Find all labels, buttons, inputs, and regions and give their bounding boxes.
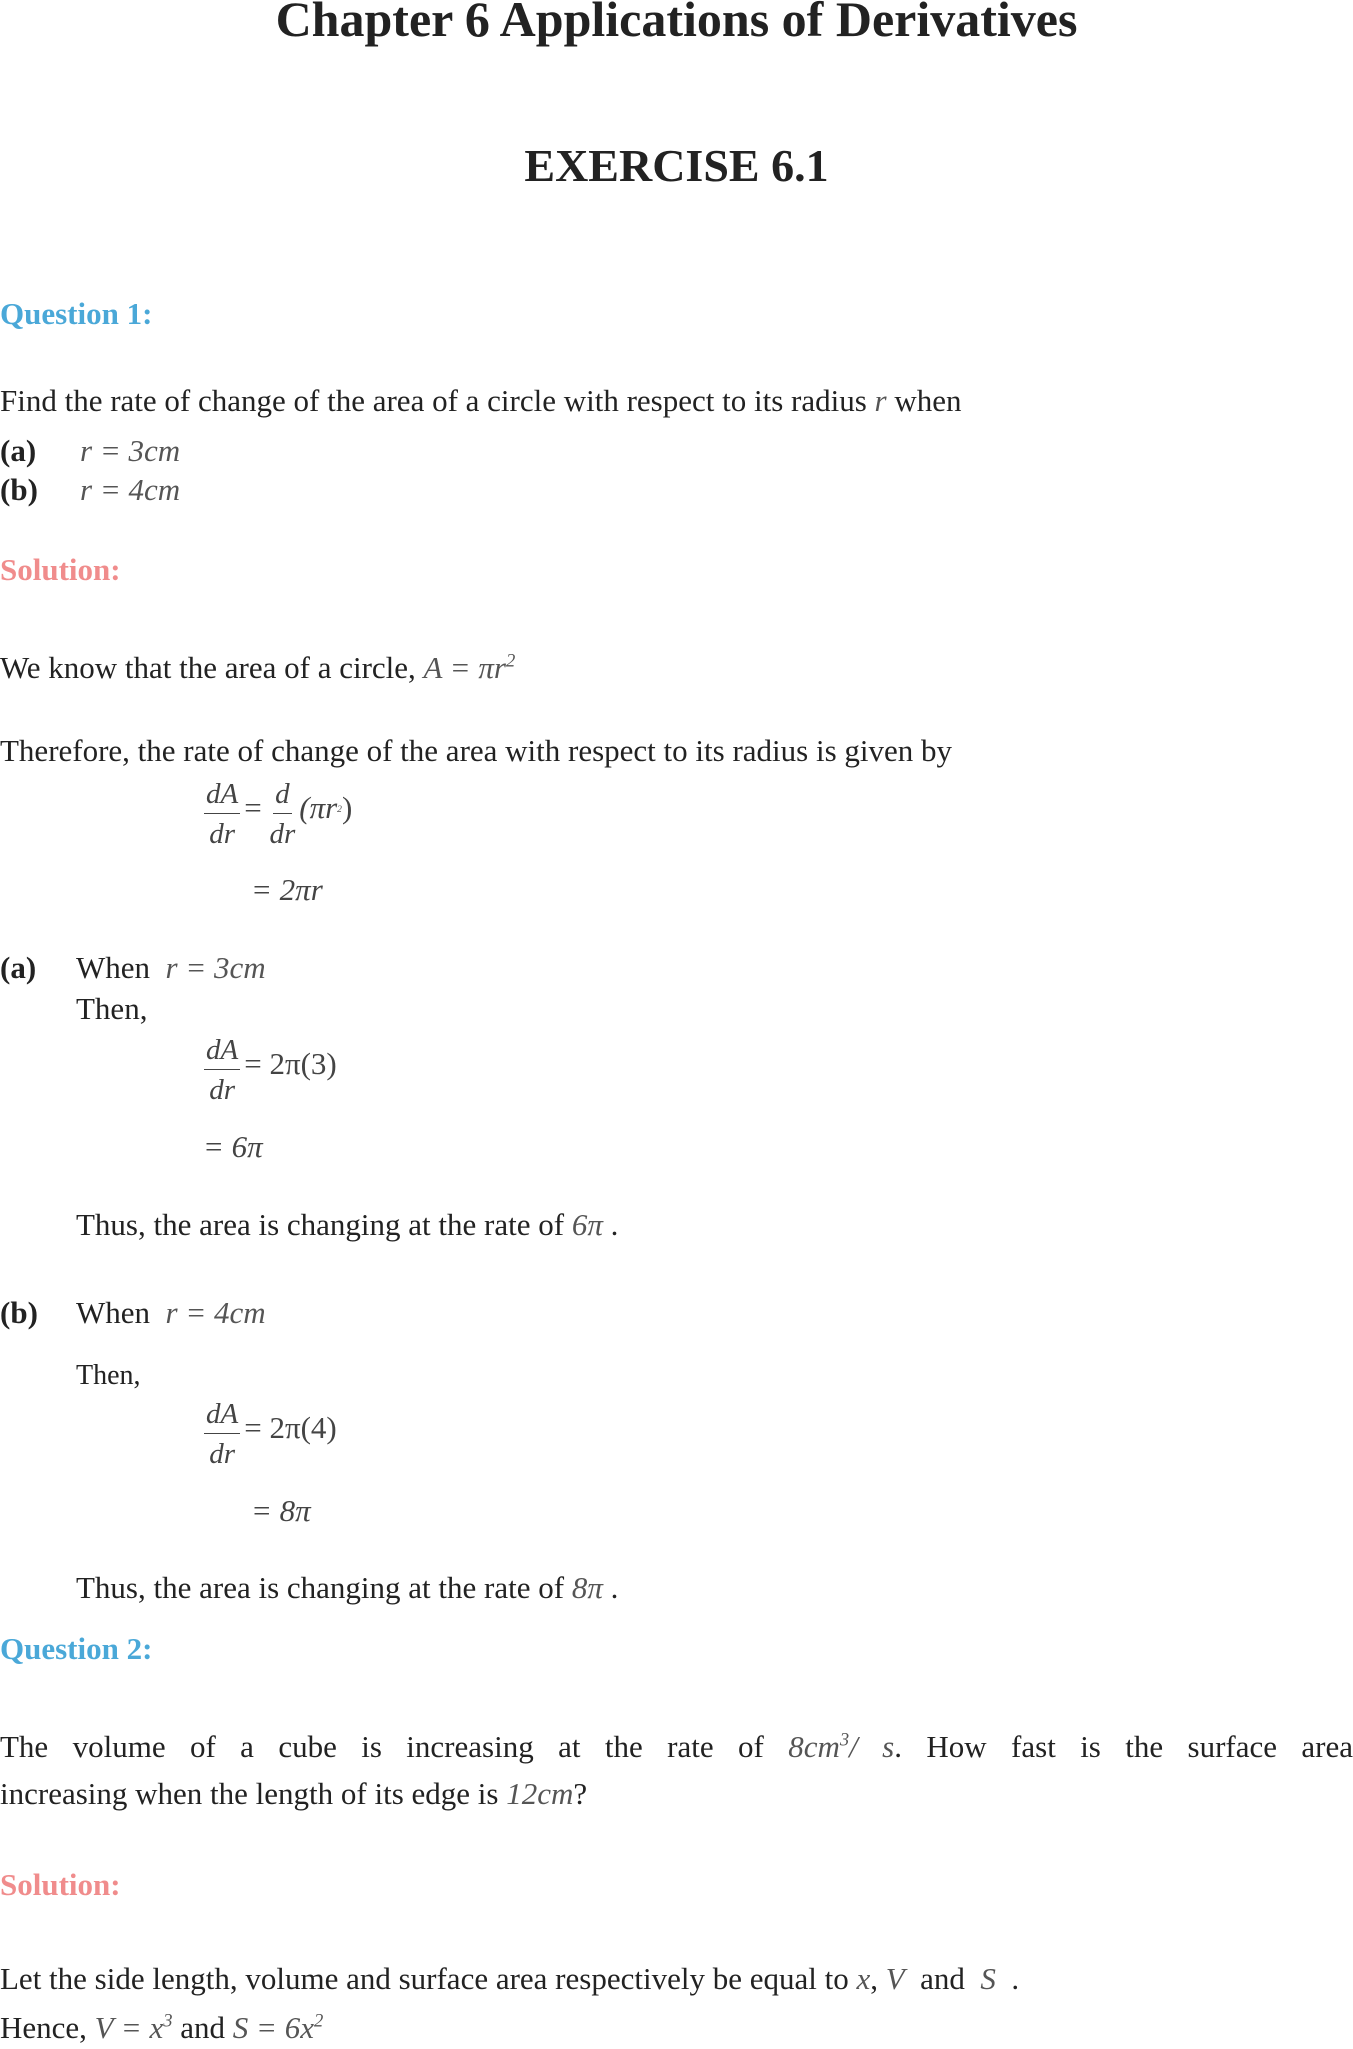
area-formula: A = πr	[423, 650, 506, 685]
value: 6π	[571, 1207, 603, 1242]
period: .	[610, 1207, 619, 1242]
derivative-equation	[204, 780, 352, 849]
when-text	[76, 952, 266, 983]
surface-formula: S = 6x	[232, 2010, 314, 2045]
part-b-expr: r = 4cm	[80, 472, 181, 507]
solution-1-label: Solution:	[0, 552, 121, 587]
denominator: dr	[209, 1438, 235, 1470]
chapter-title: Chapter 6 Applications of Derivatives	[275, 0, 1078, 47]
when-text	[76, 1297, 266, 1328]
exponent: 3	[163, 2010, 173, 2032]
question-mark: ?	[573, 1776, 588, 1811]
volume-formula: V = x	[94, 2010, 164, 2045]
solution-2-line-1	[0, 1963, 1019, 1994]
text: increasing when the length of its edge is	[0, 1776, 499, 1811]
question-1-label: Question 1:	[0, 296, 153, 331]
paren: )	[341, 790, 353, 826]
fraction-dA-dr	[204, 780, 240, 849]
q1-text: Find the rate of change of the area of a circle with respect to its radius	[0, 383, 867, 418]
question-2-label: Question 2:	[0, 1631, 153, 1666]
text: We know that the area of a circle,	[0, 650, 416, 685]
when: When	[76, 950, 151, 985]
value: 8π	[571, 1570, 603, 1605]
exponent: 2	[313, 2010, 324, 2032]
q1-when: when	[894, 383, 962, 418]
part-a-equation	[204, 1036, 337, 1105]
question-2-line-1	[0, 1731, 1353, 1762]
var-s: S	[980, 1961, 996, 1996]
pi-r: (πr	[299, 790, 338, 826]
exponent: 3	[839, 1729, 850, 1751]
then-a: Then,	[76, 991, 148, 1026]
expr: r = 3cm	[165, 950, 266, 985]
q1-var-r: r	[874, 383, 887, 418]
part-b-result: = 8π	[251, 1493, 311, 1528]
then-b: Then,	[76, 1360, 141, 1391]
part-b-solution	[0, 1295, 266, 1330]
period: .	[610, 1570, 619, 1605]
and: and	[180, 2010, 226, 2045]
text: . How fast is the surface area	[894, 1729, 1353, 1764]
expr: r = 4cm	[165, 1295, 266, 1330]
denominator: dr	[209, 1074, 235, 1106]
numerator: dA	[204, 1400, 240, 1434]
exponent: 2	[337, 803, 342, 815]
exponent: 2	[505, 650, 516, 672]
part-b-label: (b)	[0, 472, 38, 507]
solution-1-line-1	[0, 652, 515, 683]
question-2-line-2	[0, 1778, 587, 1809]
part-a-result: = 6π	[203, 1129, 263, 1164]
denominator: dr	[209, 818, 235, 850]
part-b-conclusion	[76, 1572, 618, 1603]
text: The volume of a cube is increasing at the rate of	[0, 1729, 764, 1764]
when: When	[76, 1295, 151, 1330]
q1-part-a	[0, 433, 181, 468]
edge-length: 12cm	[506, 1776, 574, 1811]
numerator: dA	[204, 1036, 240, 1070]
label: (a)	[0, 950, 37, 985]
denominator: dr	[269, 818, 296, 850]
equals: =	[244, 790, 270, 826]
exercise-heading: EXERCISE 6.1	[524, 140, 829, 191]
var-v: V	[885, 1961, 905, 1996]
part-a-conclusion	[76, 1209, 618, 1240]
part-a-expr: r = 3cm	[80, 433, 181, 468]
part-a-label: (a)	[0, 433, 37, 468]
label: (b)	[0, 1295, 38, 1330]
part-a-solution	[0, 950, 266, 985]
q1-part-b	[0, 472, 181, 507]
numerator: d	[273, 780, 292, 814]
result-2pir: = 2πr	[251, 872, 323, 907]
part-b-equation	[204, 1400, 337, 1469]
question-1-text	[0, 385, 962, 416]
rhs: = 2π(3)	[244, 1046, 337, 1082]
fraction-d-dr	[269, 780, 295, 849]
period: .	[1011, 1961, 1020, 1996]
rhs: = 2π(4)	[244, 1410, 337, 1446]
solution-2-label: Solution:	[0, 1867, 121, 1902]
text: Hence,	[0, 2010, 87, 2045]
text: Let the side length, volume and surface area respectively be equal to	[0, 1961, 849, 1996]
var-x: x	[856, 1961, 871, 1996]
comma: ,	[870, 1961, 878, 1996]
and: and	[920, 1961, 965, 1996]
per-second: / s	[849, 1729, 895, 1764]
solution-1-line-2: Therefore, the rate of change of the area with respect to its radius is given by	[0, 733, 953, 768]
rate: 8cm	[788, 1729, 840, 1764]
solution-2-line-2	[0, 2012, 323, 2043]
numerator: dA	[204, 780, 240, 814]
text: Thus, the area is changing at the rate of	[76, 1570, 565, 1605]
text: Thus, the area is changing at the rate of	[76, 1207, 565, 1242]
